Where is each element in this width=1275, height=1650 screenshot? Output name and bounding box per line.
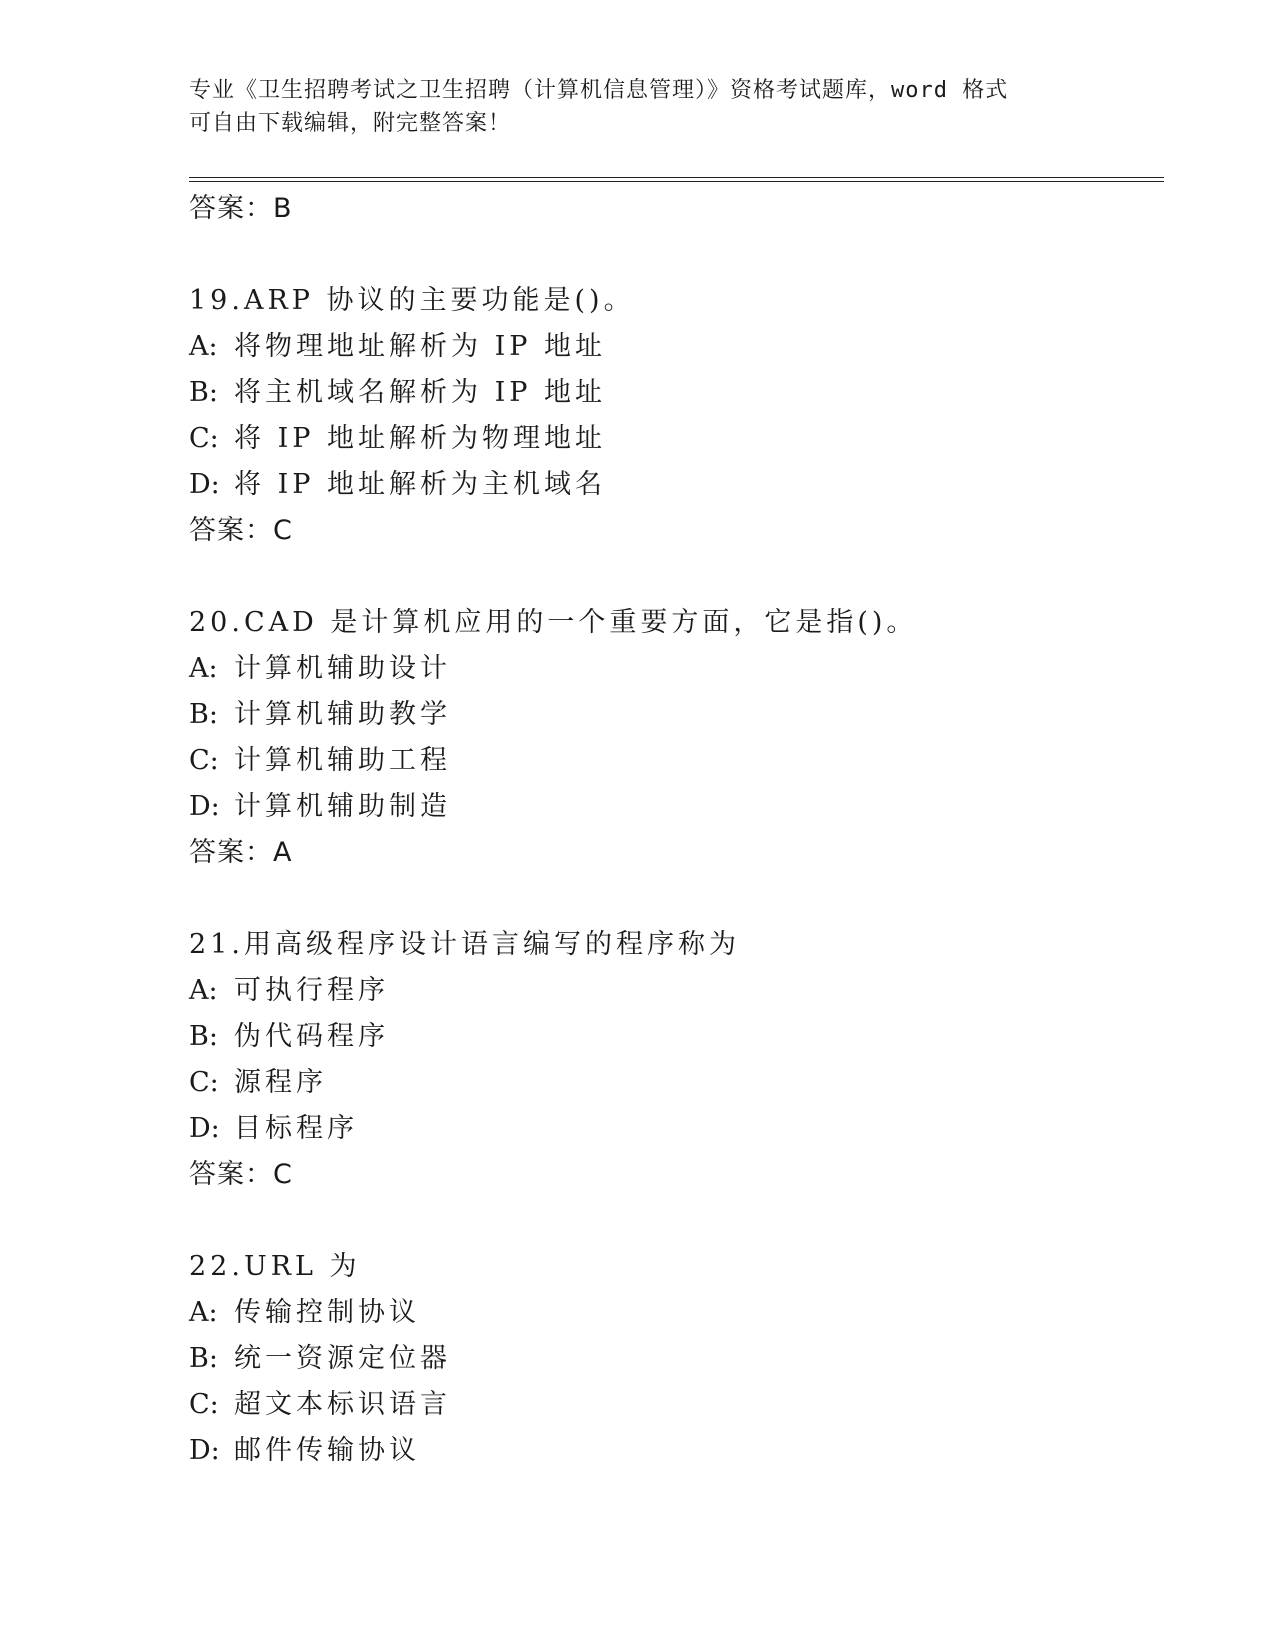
question-block bbox=[189, 278, 1169, 553]
option-b bbox=[189, 692, 1169, 738]
option-letter: B: bbox=[189, 699, 218, 730]
question-block bbox=[189, 922, 1169, 1197]
option-letter: C: bbox=[189, 1067, 219, 1098]
option-a bbox=[189, 968, 1169, 1014]
option-c bbox=[189, 1382, 1169, 1428]
option-d bbox=[189, 462, 1169, 508]
option-letter: C: bbox=[189, 423, 219, 454]
option-text: 邮件传输协议 bbox=[234, 1435, 420, 1466]
option-a bbox=[189, 1290, 1169, 1336]
question-block bbox=[189, 1244, 1169, 1474]
option-letter: A: bbox=[189, 1297, 218, 1328]
header-divider-bottom bbox=[189, 181, 1164, 182]
header-divider-top bbox=[189, 177, 1164, 178]
option-text: 将 IP 地址解析为物理地址 bbox=[234, 423, 606, 454]
option-c bbox=[189, 738, 1169, 784]
answer-line: 答案：A bbox=[189, 837, 293, 868]
question-title: 20.CAD 是计算机应用的一个重要方面，它是指()。 bbox=[189, 607, 918, 638]
option-text: 计算机辅助制造 bbox=[234, 791, 451, 822]
option-letter: D: bbox=[189, 1435, 220, 1466]
option-text: 超文本标识语言 bbox=[234, 1389, 451, 1420]
option-letter: A: bbox=[189, 975, 218, 1006]
option-text: 计算机辅助教学 bbox=[234, 699, 451, 730]
header-line-1: 专业《卫生招聘考试之卫生招聘（计算机信息管理）》资格考试题库，word 格式 bbox=[189, 78, 1009, 103]
option-text: 源程序 bbox=[234, 1067, 327, 1098]
option-letter: C: bbox=[189, 1389, 219, 1420]
header-line-2: 可自由下载编辑，附完整答案！ bbox=[189, 111, 512, 136]
option-text: 将主机域名解析为 IP 地址 bbox=[234, 377, 606, 408]
question-list bbox=[189, 186, 1169, 1474]
option-letter: D: bbox=[189, 791, 220, 822]
option-d bbox=[189, 1428, 1169, 1474]
document-header bbox=[189, 74, 1089, 140]
option-a bbox=[189, 646, 1169, 692]
option-d bbox=[189, 1106, 1169, 1152]
option-text: 目标程序 bbox=[234, 1113, 358, 1144]
option-letter: C: bbox=[189, 745, 219, 776]
option-letter: A: bbox=[189, 653, 218, 684]
option-c bbox=[189, 1060, 1169, 1106]
question-title: 22.URL 为 bbox=[189, 1251, 361, 1282]
question-title: 19.ARP 协议的主要功能是()。 bbox=[189, 285, 635, 316]
option-letter: B: bbox=[189, 377, 218, 408]
option-b bbox=[189, 370, 1169, 416]
question-block bbox=[189, 600, 1169, 875]
option-text: 传输控制协议 bbox=[234, 1297, 420, 1328]
question-title: 21.用高级程序设计语言编写的程序称为 bbox=[189, 929, 740, 960]
option-text: 统一资源定位器 bbox=[234, 1343, 451, 1374]
option-text: 伪代码程序 bbox=[234, 1021, 389, 1052]
option-text: 计算机辅助工程 bbox=[234, 745, 451, 776]
option-c bbox=[189, 416, 1169, 462]
option-letter: A: bbox=[189, 331, 218, 362]
answer-line: 答案：B bbox=[189, 193, 293, 224]
option-text: 计算机辅助设计 bbox=[234, 653, 451, 684]
answer-line: 答案：C bbox=[189, 515, 293, 546]
option-b bbox=[189, 1014, 1169, 1060]
option-a bbox=[189, 324, 1169, 370]
option-d bbox=[189, 784, 1169, 830]
option-text: 将物理地址解析为 IP 地址 bbox=[234, 331, 606, 362]
answer-line: 答案：C bbox=[189, 1159, 293, 1190]
option-letter: D: bbox=[189, 469, 220, 500]
option-letter: B: bbox=[189, 1021, 218, 1052]
option-text: 可执行程序 bbox=[234, 975, 389, 1006]
option-text: 将 IP 地址解析为主机域名 bbox=[234, 469, 606, 500]
option-letter: B: bbox=[189, 1343, 218, 1374]
option-b bbox=[189, 1336, 1169, 1382]
option-letter: D: bbox=[189, 1113, 220, 1144]
